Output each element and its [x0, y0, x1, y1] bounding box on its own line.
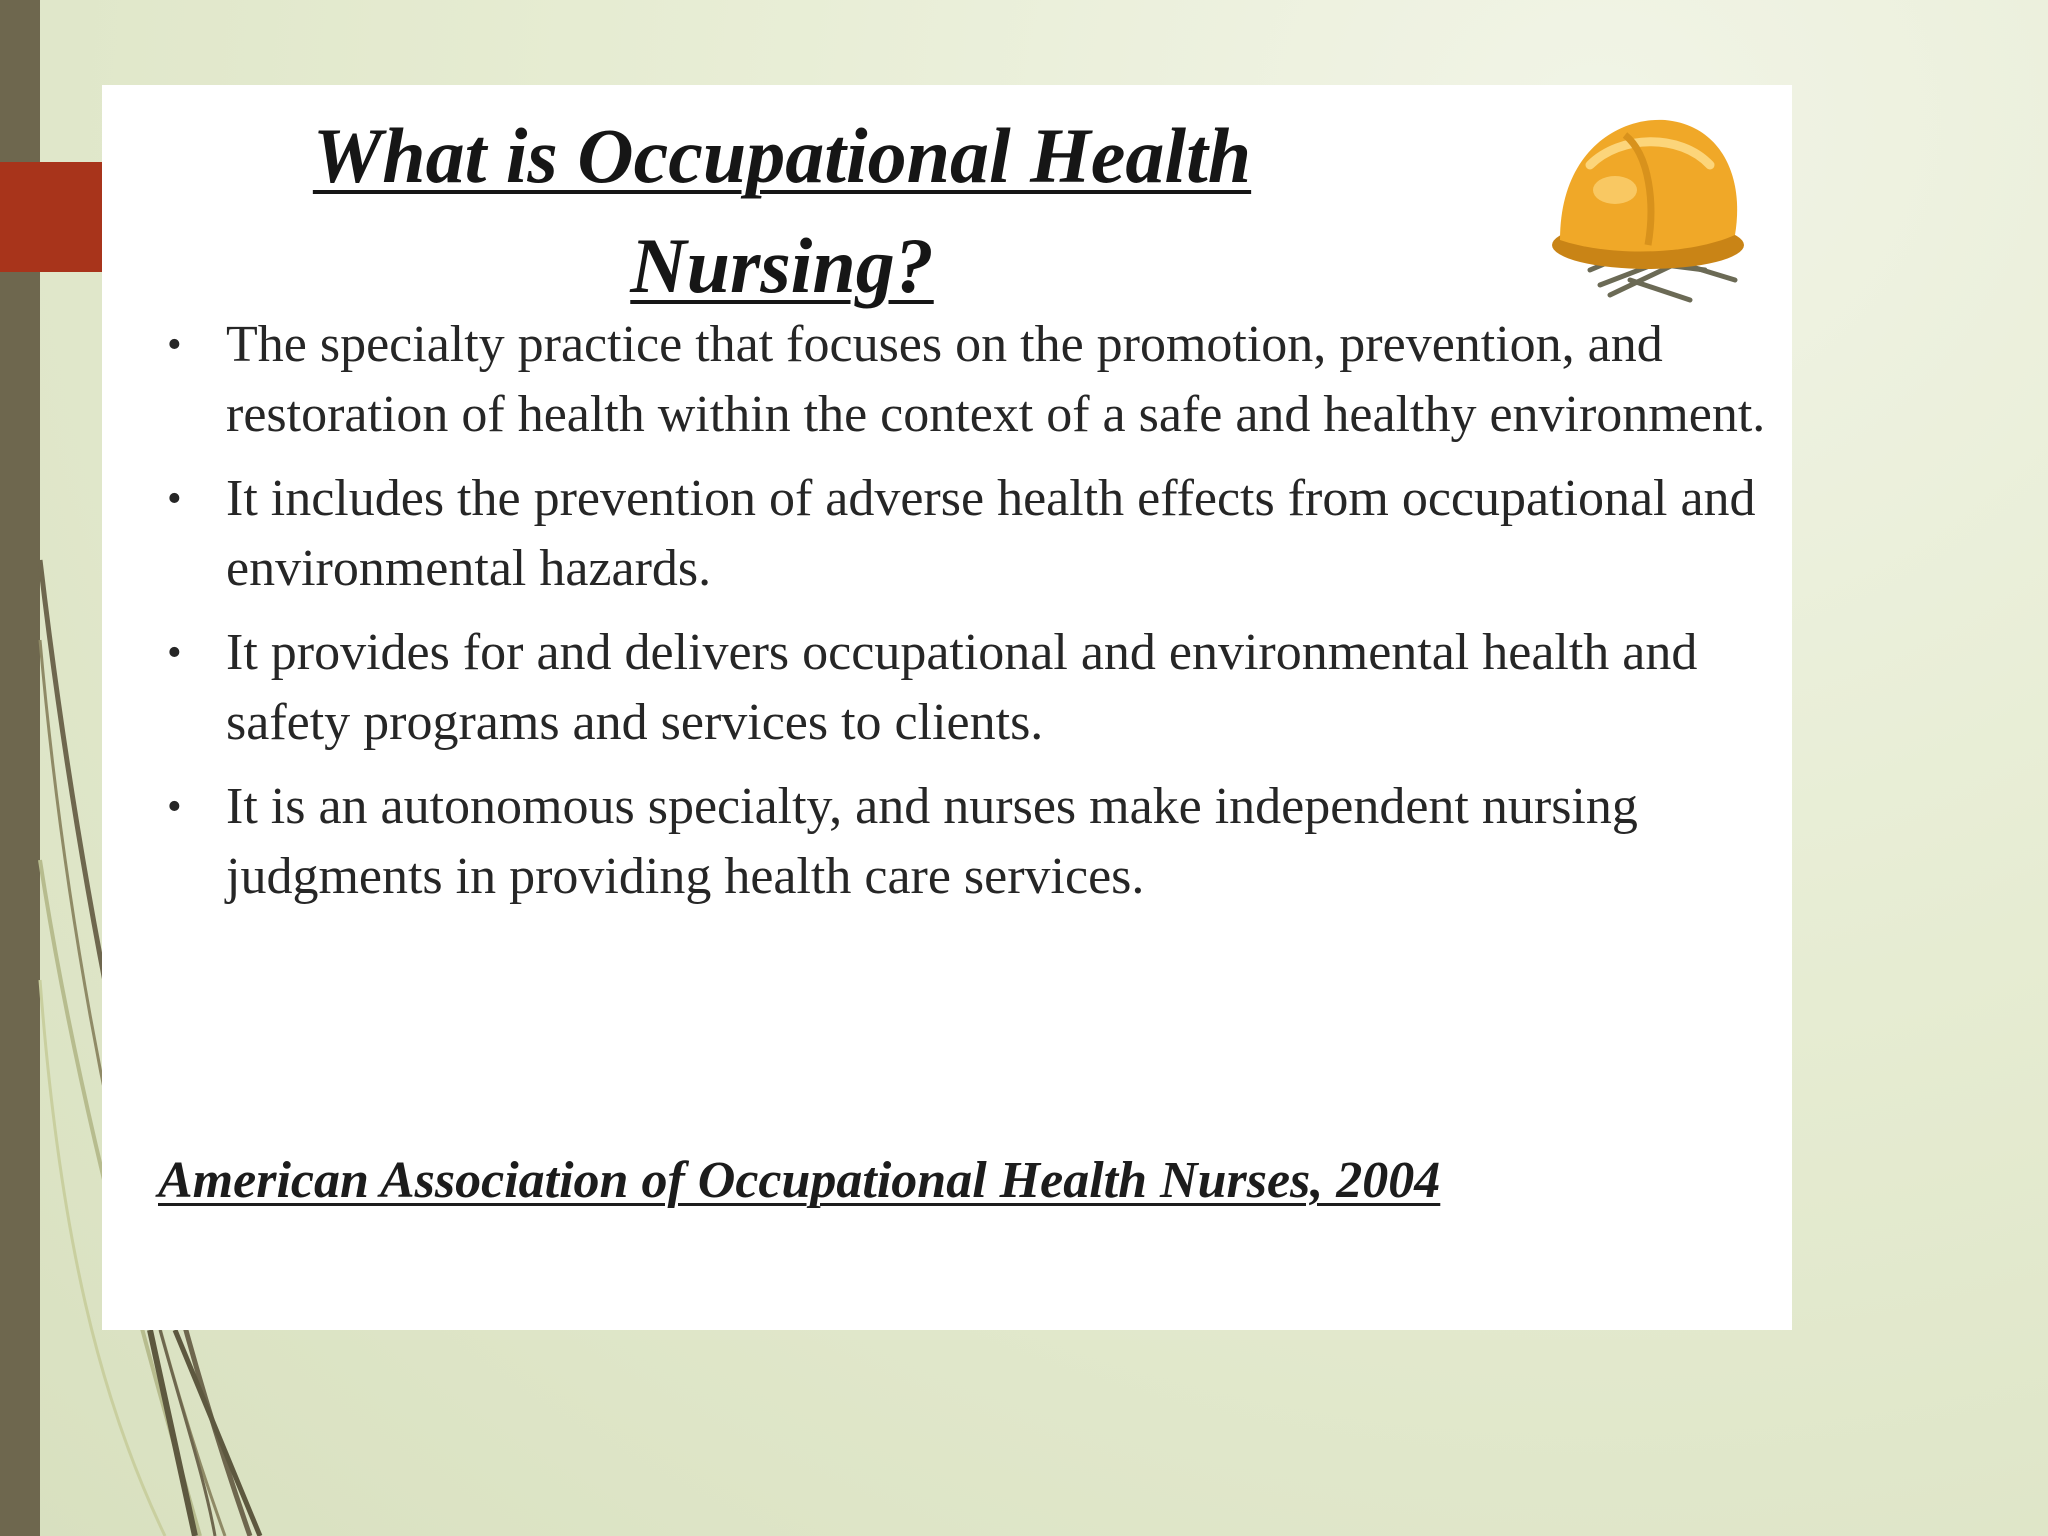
citation: American Association of Occupational Health Nurses, 2004: [158, 1152, 1441, 1209]
bullet-marker: •: [167, 322, 182, 368]
red-accent-tab: [0, 162, 104, 272]
title-line-1: What is Occupational Health: [312, 112, 1252, 199]
bullet-marker: •: [167, 476, 182, 522]
bullet-marker: •: [167, 784, 182, 830]
hard-hat-icon: [1530, 95, 1770, 305]
slide-image: [102, 85, 1792, 1330]
list-item: [142, 464, 1782, 604]
list-item: [142, 772, 1782, 912]
bullet-text: The specialty practice that focuses on the promotion, prevention, and restoration of health within the context of a safe and healthy environment.: [226, 316, 1766, 443]
list-item: [142, 618, 1782, 758]
slide-title: [232, 101, 1332, 321]
bullet-text: It is an autonomous specialty, and nurses make independent nursing judgments in providing health care services.: [226, 778, 1638, 905]
bullet-marker: •: [167, 630, 182, 676]
bullet-text: It includes the prevention of adverse health effects from occupational and environmental hazards.: [226, 470, 1756, 597]
bullet-list: [142, 310, 1782, 926]
list-item: [142, 310, 1782, 450]
bullet-text: It provides for and delivers occupational and environmental health and safety programs and services to clients.: [226, 624, 1698, 751]
title-line-2: Nursing?: [630, 222, 934, 309]
